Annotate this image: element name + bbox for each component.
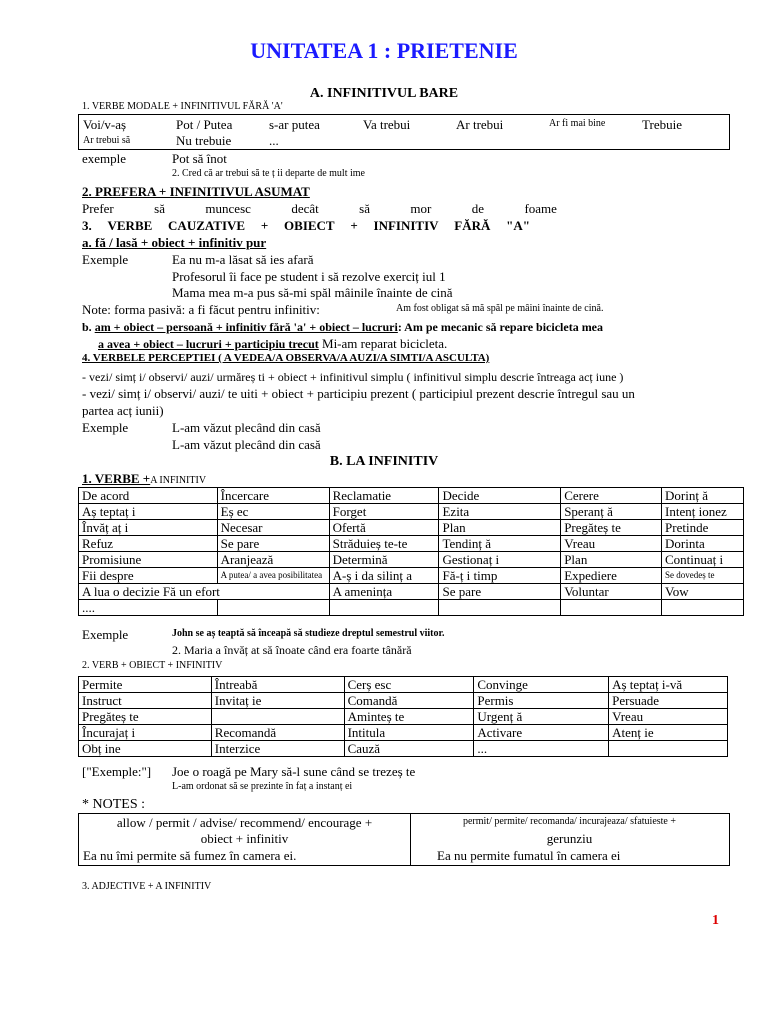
example-text: 2. Cred că ar trebui să te ț ii departe de mult ime [172,168,365,179]
notes-box [78,813,730,866]
table-cell [561,600,662,616]
table-cell: Cauză [344,741,474,757]
section-a-sub3b [82,320,603,335]
table-cell: Necesar [217,520,329,536]
notes-heading: * NOTES : [82,797,145,812]
example-text: L-am ordonat să se prezinte în faț a instanț ei [172,781,353,792]
verb-object-table [78,676,728,757]
table-cell: Recomandă [211,725,344,741]
table-row [79,552,744,568]
section-a-sub3a: a. fă / lasă + obiect + infinitiv pur [82,235,267,250]
notes-left-line: allow / permit / advise/ recommend/ encourage + [116,815,373,830]
table-cell: Comandă [344,693,474,709]
label-prefix: b. [82,320,95,334]
table-cell: Dorinț ă [662,488,744,504]
table-cell: .... [79,600,218,616]
table-cell: Tendinț ă [439,536,561,552]
word: INFINITIV [373,218,439,233]
label-main: am + obiect – persoană + infinitiv fără 'a' + obiect – lucruri [94,320,398,334]
word: să [359,201,370,216]
table-cell: Refuz [79,536,218,552]
table-cell: Activare [474,725,609,741]
table-cell: Atenț ie [609,725,728,741]
modal-cell: Pot / Putea [176,117,233,132]
word: OBIECT [284,218,335,233]
example-text: Ea nu m-a lăsat să ies afară [172,252,314,267]
label-rest: Mi-am reparat bicicleta. [318,336,448,351]
note-passive-example: Am fost obligat să mă spăl pe mâini înainte de cină. [396,303,604,314]
table-cell: Plan [439,520,561,536]
modal-verbs-box [78,114,730,150]
label-main: a avea + obiect – lucruri + participiu trecut [98,337,319,351]
table-cell: Plan [561,552,662,568]
table-row [79,536,744,552]
table-cell [211,709,344,725]
table-cell: Eș ec [217,504,329,520]
table-cell: Cerere [561,488,662,504]
note-passive: Note: forma pasivă: a fi făcut pentru infinitiv: [82,302,320,317]
table-cell: Pregăteș te [79,709,212,725]
table-cell: Determină [329,552,439,568]
word: CAUZATIVE [168,218,246,233]
table-cell: Încurajaț i [79,725,212,741]
table-cell: Aș teptaț i [79,504,218,520]
modal-cell: ... [269,133,279,148]
example-text: 2. Maria a învăț at să înoate când era foarte tânără [172,643,412,657]
table-cell: Aminteș te [344,709,474,725]
table-cell: A putea/ a avea posibilitatea [217,568,329,584]
table-cell: A-ș i da silinț a [329,568,439,584]
modal-cell: Va trebui [363,117,411,132]
table-row [79,488,744,504]
table-cell: Permis [474,693,609,709]
table-cell: Învăț aț i [79,520,218,536]
label-prefix: 1. VERBE + [82,471,151,486]
table-cell: ... [474,741,609,757]
table-row [79,725,728,741]
table-cell: Invitaț ie [211,693,344,709]
table-cell: A amenința [329,584,439,600]
word: Prefer [82,201,114,216]
table-cell: Încercare [217,488,329,504]
table-cell: Speranț ă [561,504,662,520]
modal-cell: Trebuie [642,117,682,132]
table-cell: Cerș esc [344,677,474,693]
table-cell: Interzice [211,741,344,757]
table-cell: Convinge [474,677,609,693]
table-cell: Continuaț i [662,552,744,568]
table-cell: Străduieș te-te [329,536,439,552]
table-cell: Pretinde [662,520,744,536]
example-text: Pot să înot [172,151,227,166]
prefer-example [82,201,557,217]
example-label: Exemple [82,420,129,435]
word: + [350,218,358,233]
example-label: Exemple [82,627,129,642]
infinitive-verbs-table [78,487,744,616]
modal-cell: Ar fi mai bine [549,118,606,129]
table-cell: Se pare [217,536,329,552]
word: VERBE [107,218,153,233]
table-row [79,677,728,693]
table-cell: Aranjează [217,552,329,568]
table-cell [609,741,728,757]
table-cell: Întreabă [211,677,344,693]
table-cell: Pregăteș te [561,520,662,536]
table-cell [662,600,744,616]
example-label: exemple [82,151,127,166]
table-cell: Se pare [439,584,561,600]
section-a-sub4: 4. VERBELE PERCEPTIEI ( A VEDEA/A OBSERVA/A AUZI/A SIMTI/A ASCULTA) [82,352,490,364]
word: 3. [82,218,92,233]
table-cell: Vreau [609,709,728,725]
section-b-sub1 [82,470,206,488]
table-cell: Gestionaț i [439,552,561,568]
table-row [79,568,744,584]
modal-cell: Nu trebuie [176,133,232,148]
table-cell: A lua o decizie Fă un efort [79,584,330,600]
table-cell: Permite [79,677,212,693]
example-text: John se aș teaptă să înceapă să studieze dreptul semestrul viitor. [172,628,445,639]
table-cell: Intenț ionez [662,504,744,520]
table-row [79,741,728,757]
example-text: L-am văzut plecând din casă [172,437,321,452]
table-cell: Forget [329,504,439,520]
notes-left-example: Ea nu îmi permite să fumez în camera ei. [83,848,297,863]
table-cell: Aș teptaț i-vă [609,677,728,693]
section-a-sub1: 1. VERBE MODALE + INFINITIVUL FĂRĂ 'A' [82,101,283,112]
table-cell: Dorinta [662,536,744,552]
section-a-sub2: 2. PREFERA + INFINITIVUL ASUMAT [82,184,310,199]
table-row [79,693,728,709]
word: + [260,218,269,233]
table-cell: Voluntar [561,584,662,600]
table-cell: Obț ine [79,741,212,757]
table-cell: Intitula [344,725,474,741]
word: să [154,201,166,216]
perception-line: partea acț iunii) [82,403,164,418]
table-row [79,709,728,725]
modal-cell: Ar trebui să [83,135,131,146]
section-a-sub3b-line2 [98,336,447,352]
word: foame [524,201,557,216]
table-row [79,504,744,520]
word: mor [410,201,432,216]
table-cell: Persuade [609,693,728,709]
notes-right-line: permit/ permite/ recomanda/ incurajeaza/ sfatuieste + [462,816,677,827]
table-cell [329,600,439,616]
table-cell: Urgenț ă [474,709,609,725]
word: FĂRĂ [454,218,491,233]
section-b-sub3: 3. ADJECTIVE + A INFINITIV [82,881,212,892]
section-b-heading: B. LA INFINITIV [329,454,439,469]
word: de [471,201,485,216]
table-cell: Decide [439,488,561,504]
page-number: 1 [712,913,719,928]
word: "A" [506,218,530,233]
table-cell: Instruct [79,693,212,709]
label-suffix: A INFINITIV [150,475,207,486]
table-cell: Ofertă [329,520,439,536]
table-row [79,584,744,600]
table-row [79,600,744,616]
table-cell [439,600,561,616]
example-text: Joe o roagă pe Mary să-l sune când se trezeș te [172,764,416,779]
notes-right-line: gerunziu [546,831,593,846]
example-label: Exemple [82,252,129,267]
table-cell: Vreau [561,536,662,552]
table-cell: Se dovedeș te [662,568,744,584]
notes-right-example: Ea nu permite fumatul în camera ei [437,848,621,863]
table-cell: Reclamatie [329,488,439,504]
example-text: L-am văzut plecând din casă [172,420,321,435]
word: muncesc [205,201,251,216]
section-a-sub3 [82,218,530,234]
perception-line: - vezi/ simț i/ observi/ auzi/ urmăreș ti + obiect + infinitivul simplu ( infinitivul simplu descrie întreaga acț iune ) [82,370,624,384]
modal-cell: Ar trebui [456,117,504,132]
table-cell: Vow [662,584,744,600]
section-a-heading: A. INFINITIVUL BARE [309,86,459,101]
example-text: Mama mea m-a pus să-mi spăl mâinile înainte de cină [172,285,453,300]
example-text: Profesorul îi face pe student i să rezolve exerciț iul 1 [172,269,446,284]
notes-left-line: obiect + infinitiv [200,831,289,846]
example-label: ["Exemple:"] [82,764,152,779]
table-cell: De acord [79,488,218,504]
section-b-sub2: 2. VERB + OBIECT + INFINITIV [82,660,223,671]
table-cell: Expediere [561,568,662,584]
table-cell [217,600,329,616]
word: decât [291,201,319,216]
table-cell: Promisiune [79,552,218,568]
modal-cell: Voi/v-aș [83,117,127,132]
table-cell: Fii despre [79,568,218,584]
perception-line: - vezi/ simț i/ observi/ auzi/ te uiti + obiect + participiu prezent ( participiul prezent descrie întregul sau un [82,386,635,401]
page-title: UNITATEA 1 : PRIETENIE [250,38,518,63]
table-cell: Ezita [439,504,561,520]
table-row [79,520,744,536]
table-cell: Fă-ț i timp [439,568,561,584]
label-rest: : Am pe mecanic să repare bicicleta mea [397,320,604,334]
modal-cell: s-ar putea [269,117,320,132]
